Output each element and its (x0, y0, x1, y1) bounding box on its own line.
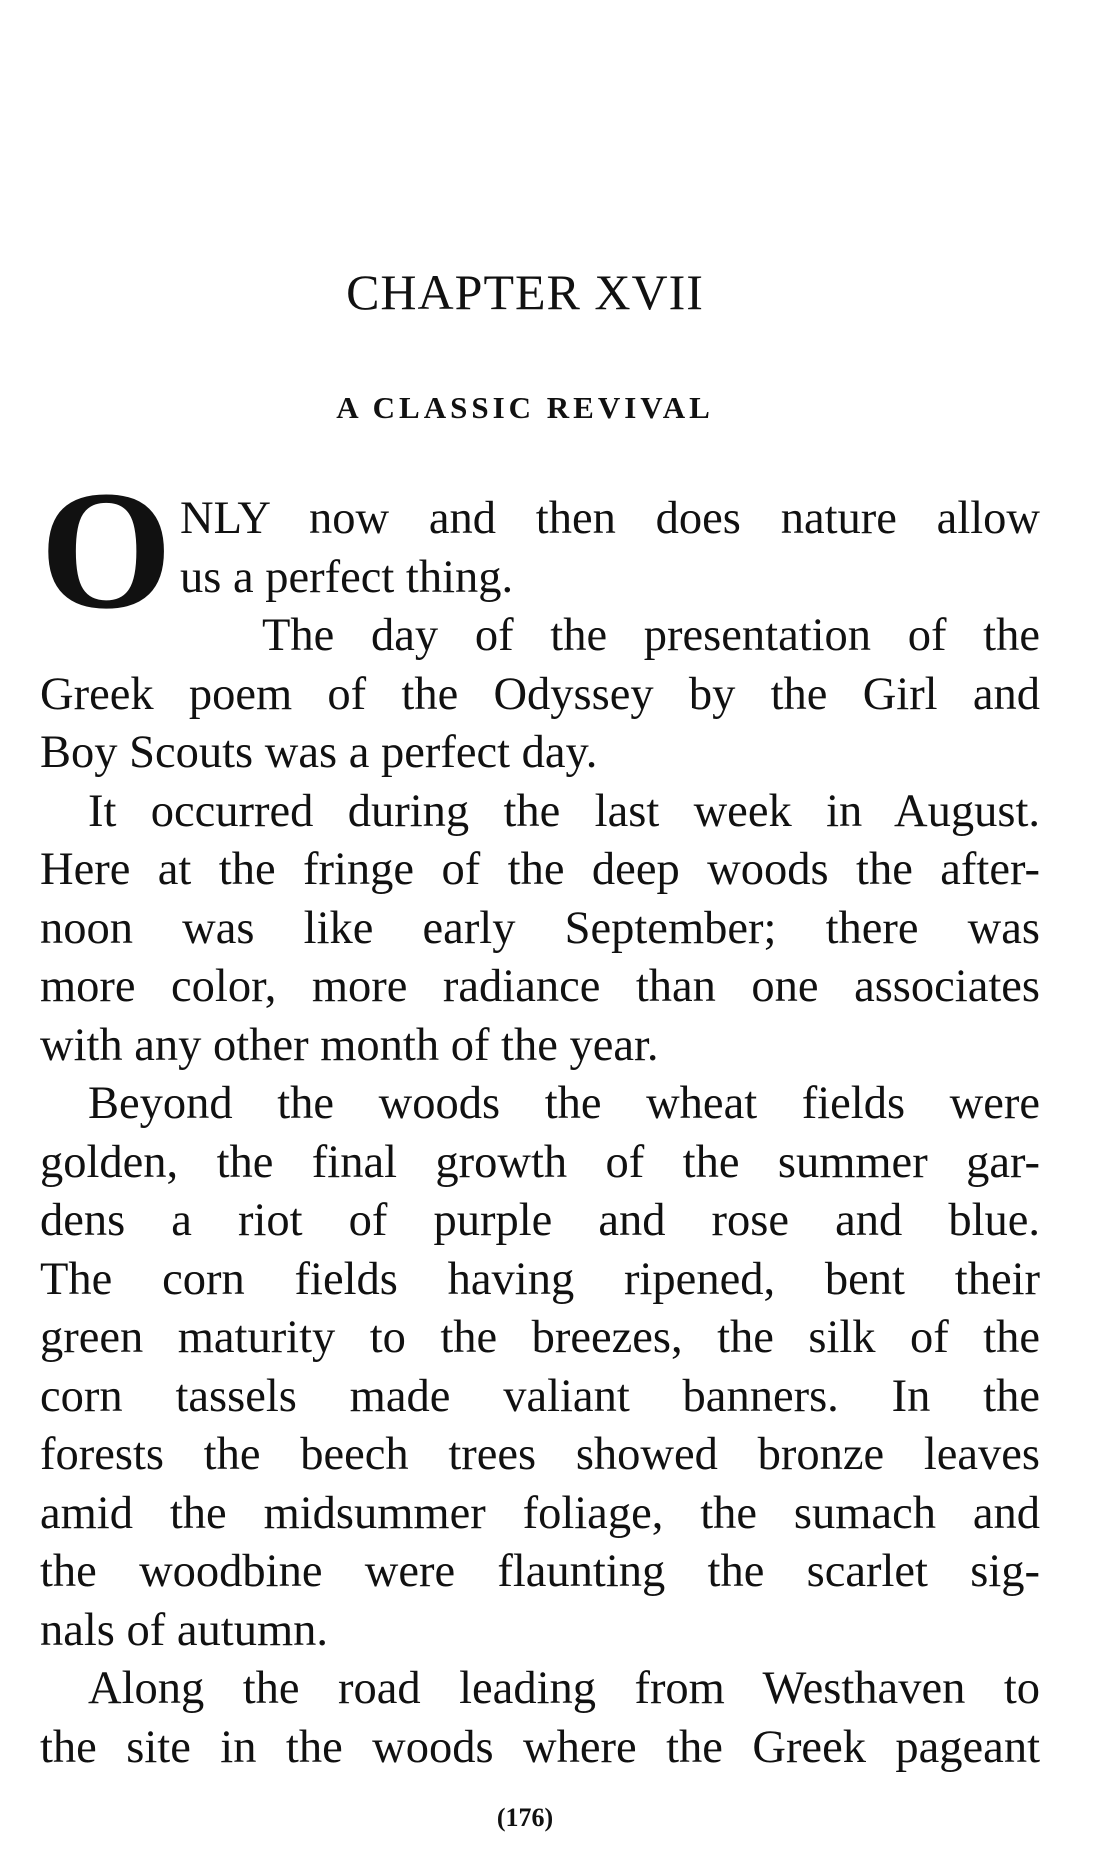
text-line: with any other month of the year. (40, 1019, 659, 1071)
text-line: golden, the final growth of the summer gar- (40, 1136, 1040, 1188)
text-line: The corn fields having ripened, bent their (40, 1253, 1040, 1305)
text-line: Beyond the woods the wheat fields were (88, 1078, 1040, 1129)
text-line: Boy Scouts was a perfect day. (40, 727, 598, 778)
page-number: (176) (496, 1803, 554, 1832)
text-line: Greek poem of the Odyssey by the Girl and (40, 668, 1040, 720)
text-line: more color, more radiance than one associates (40, 961, 1040, 1012)
chapter-title: CHAPTER XVII (346, 264, 704, 320)
text-line: amid the midsummer foliage, the sumach and (40, 1487, 1040, 1539)
text-line: the site in the woods where the Greek pageant (40, 1721, 1040, 1773)
drop-cap: O (40, 456, 173, 644)
text-line: NLY now and then does nature allow (180, 493, 1040, 544)
body-text (40, 490, 1040, 1777)
text-line: Along the road leading from Westhaven to (88, 1663, 1040, 1714)
text-line: The day of the presentation of the (262, 610, 1040, 661)
text-line: the woodbine were flaunting the scarlet sig- (40, 1546, 1040, 1597)
text-line: It occurred during the last week in August. (88, 785, 1040, 837)
text-line: forests the beech trees showed bronze leaves (40, 1429, 1040, 1480)
chapter-subtitle: A CLASSIC REVIVAL (336, 390, 714, 425)
text-line: Here at the fringe of the deep woods the after- (40, 844, 1040, 895)
text-line: noon was like early September; there was (40, 902, 1040, 954)
text-line: corn tassels made valiant banners. In the (40, 1370, 1040, 1422)
text-line: dens a riot of purple and rose and blue. (40, 1195, 1040, 1246)
text-line: green maturity to the breezes, the silk of the (40, 1312, 1040, 1363)
text-line: nals of autumn. (40, 1604, 328, 1656)
text-line: us a perfect thing. (180, 551, 514, 603)
